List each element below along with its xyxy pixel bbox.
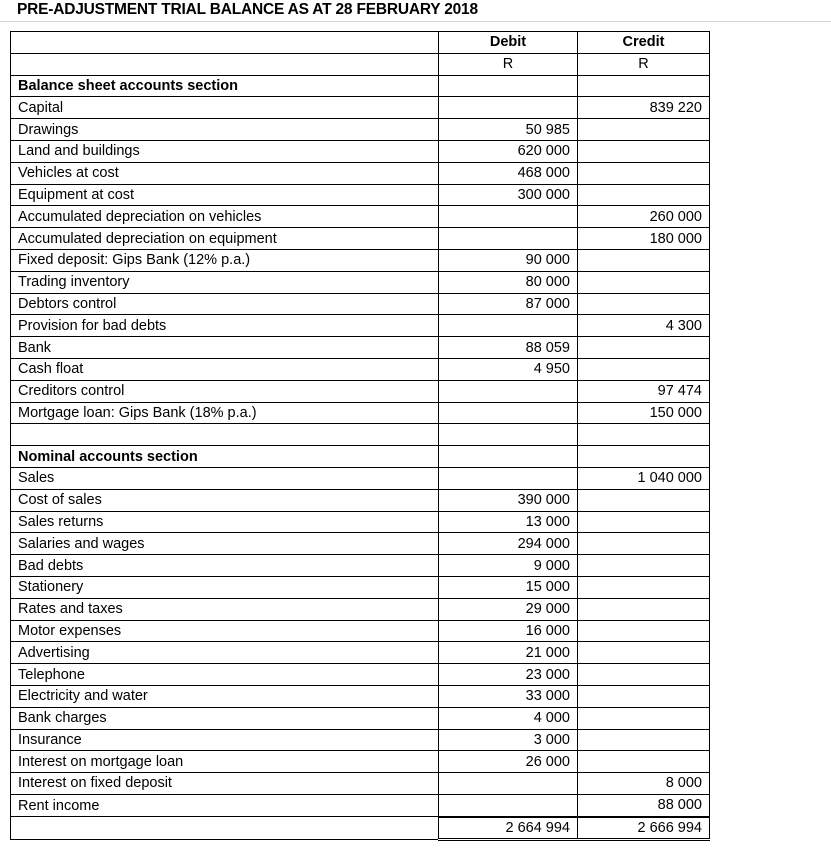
credit-cell (578, 119, 710, 141)
debit-cell: 15 000 (439, 576, 578, 598)
credit-cell (578, 249, 710, 271)
account-cell: Cost of sales (11, 489, 439, 511)
totals-row (11, 817, 710, 840)
debit-cell: 300 000 (439, 184, 578, 206)
credit-cell: 8 000 (578, 773, 710, 795)
account-cell: Stationery (11, 576, 439, 598)
debit-cell (439, 380, 578, 402)
account-cell: Land and buildings (11, 140, 439, 162)
debit-cell: 9 000 (439, 555, 578, 577)
totals-blank-cell (11, 817, 439, 840)
table-row (11, 511, 710, 533)
account-cell: Electricity and water (11, 685, 439, 707)
account-cell: Sales (11, 467, 439, 489)
account-cell: Bank (11, 337, 439, 359)
credit-cell (578, 489, 710, 511)
debit-cell: 88 059 (439, 337, 578, 359)
table-row (11, 729, 710, 751)
debit-cell (439, 773, 578, 795)
credit-cell (578, 685, 710, 707)
section-spacer-row (11, 424, 710, 446)
account-cell: Cash float (11, 358, 439, 380)
debit-cell (439, 97, 578, 119)
debit-cell (439, 794, 578, 816)
table-row (11, 685, 710, 707)
table-row (11, 119, 710, 141)
credit-cell (578, 664, 710, 686)
account-cell: Interest on fixed deposit (11, 773, 439, 795)
debit-cell: 80 000 (439, 271, 578, 293)
credit-cell (578, 140, 710, 162)
table-row (11, 576, 710, 598)
table-row (11, 664, 710, 686)
credit-cell (578, 555, 710, 577)
account-cell: Bad debts (11, 555, 439, 577)
table-row (11, 598, 710, 620)
account-cell: Equipment at cost (11, 184, 439, 206)
credit-cell (578, 707, 710, 729)
account-cell: Trading inventory (11, 271, 439, 293)
debit-cell (439, 467, 578, 489)
credit-cell: 150 000 (578, 402, 710, 424)
table-row (11, 620, 710, 642)
credit-cell (578, 184, 710, 206)
debit-cell: 4 950 (439, 358, 578, 380)
table-row (11, 642, 710, 664)
credit-total: 2 666 994 (578, 817, 710, 840)
credit-cell (578, 162, 710, 184)
debit-cell: 90 000 (439, 249, 578, 271)
credit-cell (578, 337, 710, 359)
debit-cell (439, 228, 578, 250)
account-cell: Telephone (11, 664, 439, 686)
credit-cell: 88 000 (578, 794, 710, 816)
table-row (11, 293, 710, 315)
nominal-section-heading-row (11, 446, 710, 468)
table-row (11, 140, 710, 162)
table-row (11, 402, 710, 424)
account-cell: Rates and taxes (11, 598, 439, 620)
debit-cell: 23 000 (439, 664, 578, 686)
account-cell: Mortgage loan: Gips Bank (18% p.a.) (11, 402, 439, 424)
debit-cell: 13 000 (439, 511, 578, 533)
table-row (11, 249, 710, 271)
table-row (11, 555, 710, 577)
account-cell: Bank charges (11, 707, 439, 729)
table-row (11, 271, 710, 293)
credit-cell (578, 642, 710, 664)
credit-cell (578, 576, 710, 598)
debit-cell: 16 000 (439, 620, 578, 642)
debit-cell: 620 000 (439, 140, 578, 162)
debit-cell: 468 000 (439, 162, 578, 184)
trial-balance-table (10, 31, 710, 841)
credit-cell: 180 000 (578, 228, 710, 250)
debit-cell: 3 000 (439, 729, 578, 751)
debit-cell: 26 000 (439, 751, 578, 773)
credit-cell (578, 271, 710, 293)
account-cell: Accumulated depreciation on vehicles (11, 206, 439, 228)
debit-header: Debit (439, 32, 578, 54)
account-cell: Vehicles at cost (11, 162, 439, 184)
credit-cell (578, 751, 710, 773)
table-row (11, 97, 710, 119)
account-cell: Insurance (11, 729, 439, 751)
table-row (11, 206, 710, 228)
debit-cell: 50 985 (439, 119, 578, 141)
credit-cell (578, 511, 710, 533)
table-row (11, 751, 710, 773)
table-row (11, 228, 710, 250)
credit-header: Credit (578, 32, 710, 54)
header-blank-cell (11, 32, 439, 54)
page-title: PRE-ADJUSTMENT TRIAL BALANCE AS AT 28 FEBRUARY 2018 (17, 1, 478, 18)
account-cell: Accumulated depreciation on equipment (11, 228, 439, 250)
table-row (11, 184, 710, 206)
account-cell: Interest on mortgage loan (11, 751, 439, 773)
debit-cell (439, 315, 578, 337)
debit-cell: 294 000 (439, 533, 578, 555)
credit-cell: 4 300 (578, 315, 710, 337)
debit-cell: 4 000 (439, 707, 578, 729)
header-row (11, 32, 710, 54)
debit-cell: 33 000 (439, 685, 578, 707)
credit-cell (578, 533, 710, 555)
account-cell: Motor expenses (11, 620, 439, 642)
credit-currency: R (578, 53, 710, 75)
credit-cell: 260 000 (578, 206, 710, 228)
account-cell: Provision for bad debts (11, 315, 439, 337)
account-cell: Advertising (11, 642, 439, 664)
account-cell: Sales returns (11, 511, 439, 533)
balance-section-heading-row (11, 75, 710, 97)
currency-blank-cell (11, 53, 439, 75)
account-cell: Drawings (11, 119, 439, 141)
table-row (11, 794, 710, 816)
debit-cell: 21 000 (439, 642, 578, 664)
debit-total: 2 664 994 (439, 817, 578, 840)
table-row (11, 773, 710, 795)
table-row (11, 533, 710, 555)
credit-cell (578, 293, 710, 315)
debit-cell: 29 000 (439, 598, 578, 620)
credit-cell (578, 729, 710, 751)
table-row (11, 337, 710, 359)
debit-cell (439, 206, 578, 228)
account-cell: Rent income (11, 794, 439, 816)
account-cell: Fixed deposit: Gips Bank (12% p.a.) (11, 249, 439, 271)
title-divider (0, 21, 831, 22)
credit-cell (578, 620, 710, 642)
credit-cell (578, 358, 710, 380)
account-cell: Creditors control (11, 380, 439, 402)
nominal-section-heading: Nominal accounts section (11, 446, 439, 468)
table-row (11, 358, 710, 380)
table-row (11, 707, 710, 729)
debit-cell: 87 000 (439, 293, 578, 315)
table-row (11, 162, 710, 184)
table-row (11, 489, 710, 511)
credit-cell: 839 220 (578, 97, 710, 119)
balance-section-heading: Balance sheet accounts section (11, 75, 439, 97)
debit-currency: R (439, 53, 578, 75)
table-row (11, 315, 710, 337)
debit-cell: 390 000 (439, 489, 578, 511)
currency-row (11, 53, 710, 75)
account-cell: Capital (11, 97, 439, 119)
account-cell: Salaries and wages (11, 533, 439, 555)
debit-cell (439, 402, 578, 424)
credit-cell: 1 040 000 (578, 467, 710, 489)
credit-cell: 97 474 (578, 380, 710, 402)
account-cell: Debtors control (11, 293, 439, 315)
credit-cell (578, 598, 710, 620)
table-row (11, 467, 710, 489)
table-row (11, 380, 710, 402)
